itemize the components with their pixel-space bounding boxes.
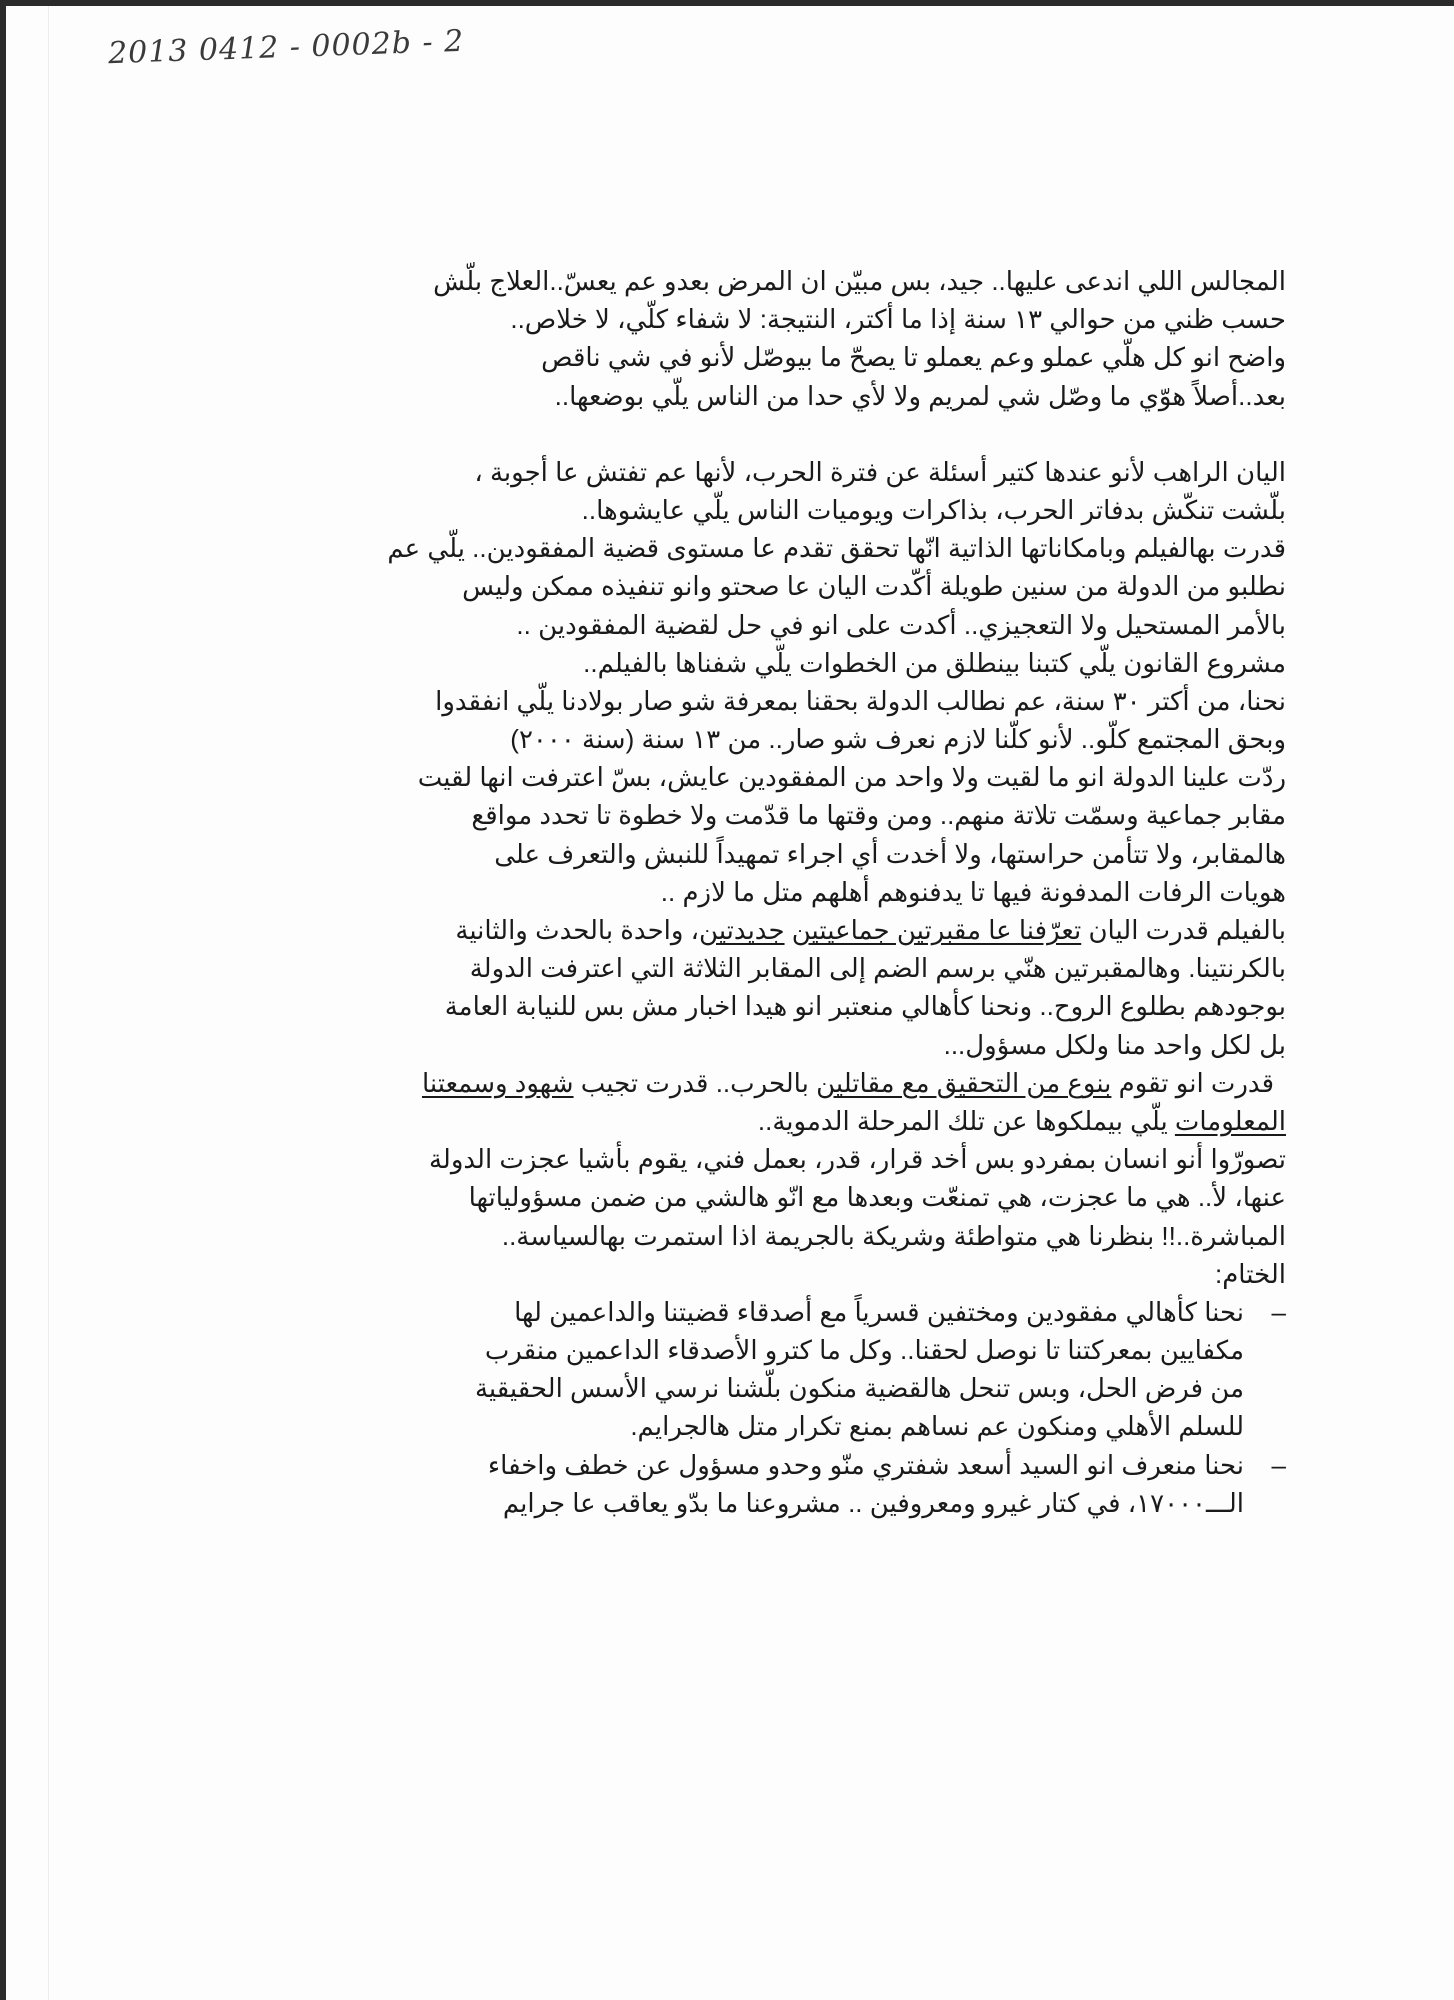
- paragraph-3: [300, 911, 1286, 1064]
- text-line: ردّت علينا الدولة انو ما لقيت ولا واحد من المفقودين عايش، بسّ اعترفت انها لقيت: [417, 762, 1286, 793]
- paragraph-gap: [300, 415, 1286, 453]
- text-line: المباشرة..!! بنظرنا هي متواطئة وشريكة بالجريمة اذا استمرت بهالسياسة..: [501, 1220, 1286, 1251]
- text-line: [300, 1102, 1286, 1140]
- text-line: [300, 1064, 1286, 1102]
- bullet-item: [300, 1446, 1286, 1522]
- text-line: المجالس اللي اندعى عليها.. جيد، بس مبيّن ان المرض بعدو عم يعسّ..العلاج بلّش: [433, 266, 1286, 296]
- text-line: من فرض الحل، وبس تنحل هالقضية منكون بلّشنا نرسي الأسس الحقيقية: [474, 1373, 1244, 1404]
- text-line: نحنا، من أكتر ٣٠ سنة، عم نطالب الدولة بحقنا بمعرفة شو صار بولادنا يلّي انفقدوا: [435, 685, 1286, 716]
- text-segment: يلّي بيملكوها عن تلك المرحلة الدموية..: [757, 1105, 1175, 1136]
- text-line: هالمقابر، ولا تتأمن حراستها، ولا أخدت أي اجراء تمهيداً للنبش والتعرف على: [494, 838, 1286, 869]
- handwritten-annotation: 2013 0412 - 0002b - 2: [107, 23, 465, 72]
- text-line: مكفايين بمعركتنا تا نوصل لحقنا.. وكل ما كترو الأصدقاء الداعمين منقرب: [484, 1335, 1244, 1366]
- text-line: بل لكل واحد منا ولكل مسؤول...: [943, 1029, 1286, 1060]
- text-segment: بالحرب.. قدرت تجيب: [573, 1067, 817, 1098]
- text-segment: نحنا منعرف انو السيد أسعد شفتري منّو وحدو مسؤول عن خطف واخفاء: [487, 1449, 1244, 1480]
- text-line: بالأمر المستحيل ولا التعجيزي.. أكدت على انو في حل لقضية المفقودين ..: [516, 609, 1286, 640]
- text-segment: قدرت انو تقوم: [1111, 1067, 1274, 1098]
- text-line: واضح انو كل هلّي عملو وعم يعملو تا يصحّ ما بيوصّل لأنو في شي ناقص: [541, 342, 1286, 373]
- text-line: [300, 911, 1286, 949]
- text-line: بلّشت تنكّش بدفاتر الحرب، بذاكرات ويوميات الناس يلّي عايشوها..: [581, 494, 1286, 525]
- text-line: بعد..أصلاً هوّي ما وصّل شي لمريم ولا لأي حدا من الناس يلّي بوضعها..: [554, 380, 1286, 411]
- dash-bullet-icon: –: [1271, 1296, 1286, 1327]
- underlined-text: تعرّفنا عا مقبرتين جماعيتين: [791, 915, 1082, 945]
- conclusion-section: [300, 1255, 1286, 1522]
- underlined-text: شهود وسمعتنا: [422, 1067, 574, 1098]
- text-segment: بالفيلم قدرت اليان: [1081, 915, 1286, 945]
- text-line: وبحق المجتمع كلّو.. لأنو كلّنا لازم نعرف شو صار.. من ١٣ سنة (سنة ٢٠٠٠): [510, 724, 1286, 755]
- underlined-text: المعلومات: [1174, 1105, 1286, 1136]
- text-line: [300, 1446, 1286, 1484]
- paragraph-5: [300, 1140, 1286, 1255]
- bullet-item: [300, 1293, 1286, 1446]
- text-line: مقابر جماعية وسمّت تلاتة منهم.. ومن وقتها ما قدّمت ولا خطوة تا تحدد مواقع: [471, 800, 1286, 831]
- text-line: عنها، لأ.. هي ما عجزت، هي تمنعّت وبعدها مع انّو هالشي من ضمن مسؤولياتها: [468, 1182, 1286, 1213]
- dash-bullet-icon: –: [1271, 1449, 1286, 1480]
- text-line: نطلبو من الدولة من سنين طويلة أكّدت اليان عا صحتو وانو تنفيذه ممكن وليس: [462, 571, 1286, 602]
- text-line: تصورّوا أنو انسان بمفردو بس أخد قرار، قدر، بعمل فني، يقوم بأشيا عجزت الدولة: [428, 1144, 1286, 1175]
- text-line: هويات الرفات المدفونة فيها تا يدفنوهم أهلهم متل ما لازم ..: [660, 876, 1286, 907]
- text-line: قدرت بهالفيلم وبامكاناتها الذاتية انّها تحقق تقدم عا مستوى قضية المفقودين.. يلّي عم: [387, 533, 1286, 564]
- text-line: بالكرنتينا. وهالمقبرتين هنّي برسم الضم إلى المقابر الثلاثة التي اعترفت الدولة: [469, 953, 1286, 984]
- page-edge: [48, 6, 49, 2000]
- text-line: بوجودهم بطلوع الروح.. ونحنا كأهالي منعتبر انو هيدا اخبار مش بس للنيابة العامة: [444, 991, 1286, 1022]
- text-segment: ، واحدة بالحدث والثانية: [455, 915, 700, 945]
- paragraph-4: [300, 1064, 1286, 1140]
- text-line: للسلم الأهلي ومنكون عم نساهم بمنع تكرار متل هالجرايم.: [630, 1411, 1244, 1442]
- text-line: اليان الراهب لأنو عندها كتير أسئلة عن فترة الحرب، لأنها عم تفتش عا أجوبة ،: [474, 456, 1286, 487]
- underlined-text: جديدتين: [699, 915, 785, 945]
- text-line: حسب ظني من حوالي ١٣ سنة إذا ما أكتر، النتيجة: لا شفاء كلّي، لا خلاص..: [510, 304, 1286, 335]
- text-line: مشروع القانون يلّي كتبنا بينطلق من الخطوات يلّي شفناها بالفيلم..: [583, 647, 1286, 678]
- text-line: [300, 1293, 1286, 1331]
- paragraph-1: [300, 262, 1286, 415]
- section-heading: الختام:: [1214, 1258, 1286, 1289]
- text-line: الـــ١٧٠٠٠، في كتار غيرو ومعروفين .. مشروعنا ما بدّو يعاقب عا جرايم: [502, 1487, 1244, 1518]
- text-segment: نحنا كأهالي مفقودين ومختفين قسرياً مع أصدقاء قضيتنا والداعمين لها: [514, 1296, 1244, 1327]
- underlined-text: بنوع من التحقيق مع مقاتلين: [816, 1067, 1112, 1098]
- paragraph-2: [300, 453, 1286, 911]
- document-body: [300, 262, 1286, 1522]
- text-segment: [785, 915, 792, 945]
